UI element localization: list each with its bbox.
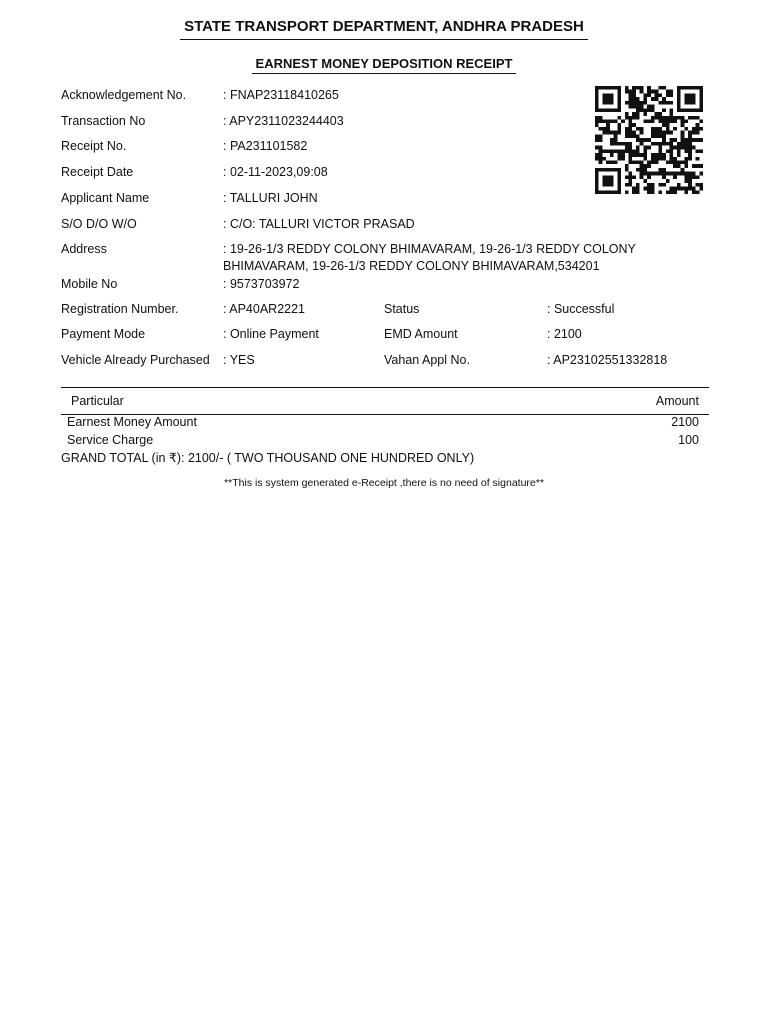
applicant-label: Applicant Name (61, 191, 150, 205)
emd-label: EMD Amount (384, 327, 458, 341)
status-value: : Successful (547, 302, 615, 316)
receipt-value: : PA231101582 (223, 139, 308, 153)
ack-label: Acknowledgement No. (61, 88, 187, 102)
receipt-subtitle: EARNEST MONEY DEPOSITION RECEIPT (252, 56, 516, 74)
date-label: Receipt Date (61, 165, 134, 179)
purchased-value: : YES (223, 353, 255, 367)
vahan-value: : AP23102551332818 (547, 353, 668, 367)
table-row-amount: 100 (678, 433, 699, 447)
mobile-label: Mobile No (61, 277, 118, 291)
col-particular-header: Particular (71, 394, 124, 408)
relation-value: : C/O: TALLURI VICTOR PRASAD (223, 217, 415, 231)
purchased-label: Vehicle Already Purchased (61, 353, 210, 367)
table-row-amount: 2100 (671, 415, 699, 429)
mobile-value: : 9573703972 (223, 277, 300, 291)
ack-value: : FNAP23118410265 (223, 88, 339, 102)
table-row-particular: Service Charge (67, 433, 154, 447)
applicant-value: : TALLURI JOHN (223, 191, 318, 205)
page-title: STATE TRANSPORT DEPARTMENT, ANDHRA PRADESH (180, 18, 588, 40)
address-label: Address (61, 242, 107, 256)
relation-label: S/O D/O W/O (61, 217, 137, 231)
payment-label: Payment Mode (61, 327, 146, 341)
table-row-particular: Earnest Money Amount (67, 415, 197, 429)
status-label: Status (384, 302, 420, 316)
address-value: : 19-26-1/3 REDDY COLONY BHIMAVARAM, 19-26-1/3 REDDY COLONY BHIMAVARAM, 19-26-1/3 REDDY COLONY BHIMAVARAM,534201 (223, 242, 636, 273)
table-top-rule (61, 387, 709, 388)
qr-code-icon (592, 86, 706, 194)
col-amount-header: Amount (655, 394, 699, 408)
reg-label: Registration Number. (61, 302, 179, 316)
txn-label: Transaction No (61, 114, 146, 128)
payment-value: : Online Payment (223, 327, 319, 341)
footer-note: **This is system generated e-Receipt ,there is no need of signature** (224, 477, 544, 489)
grand-total: GRAND TOTAL (in ₹): 2100/- ( TWO THOUSAND ONE HUNDRED ONLY) (61, 451, 475, 465)
date-value: : 02-11-2023,09:08 (223, 165, 328, 179)
emd-value: : 2100 (547, 327, 582, 341)
txn-value: : APY2311023244403 (223, 114, 344, 128)
receipt-label: Receipt No. (61, 139, 127, 153)
reg-value: : AP40AR2221 (223, 302, 306, 316)
vahan-label: Vahan Appl No. (384, 353, 470, 367)
